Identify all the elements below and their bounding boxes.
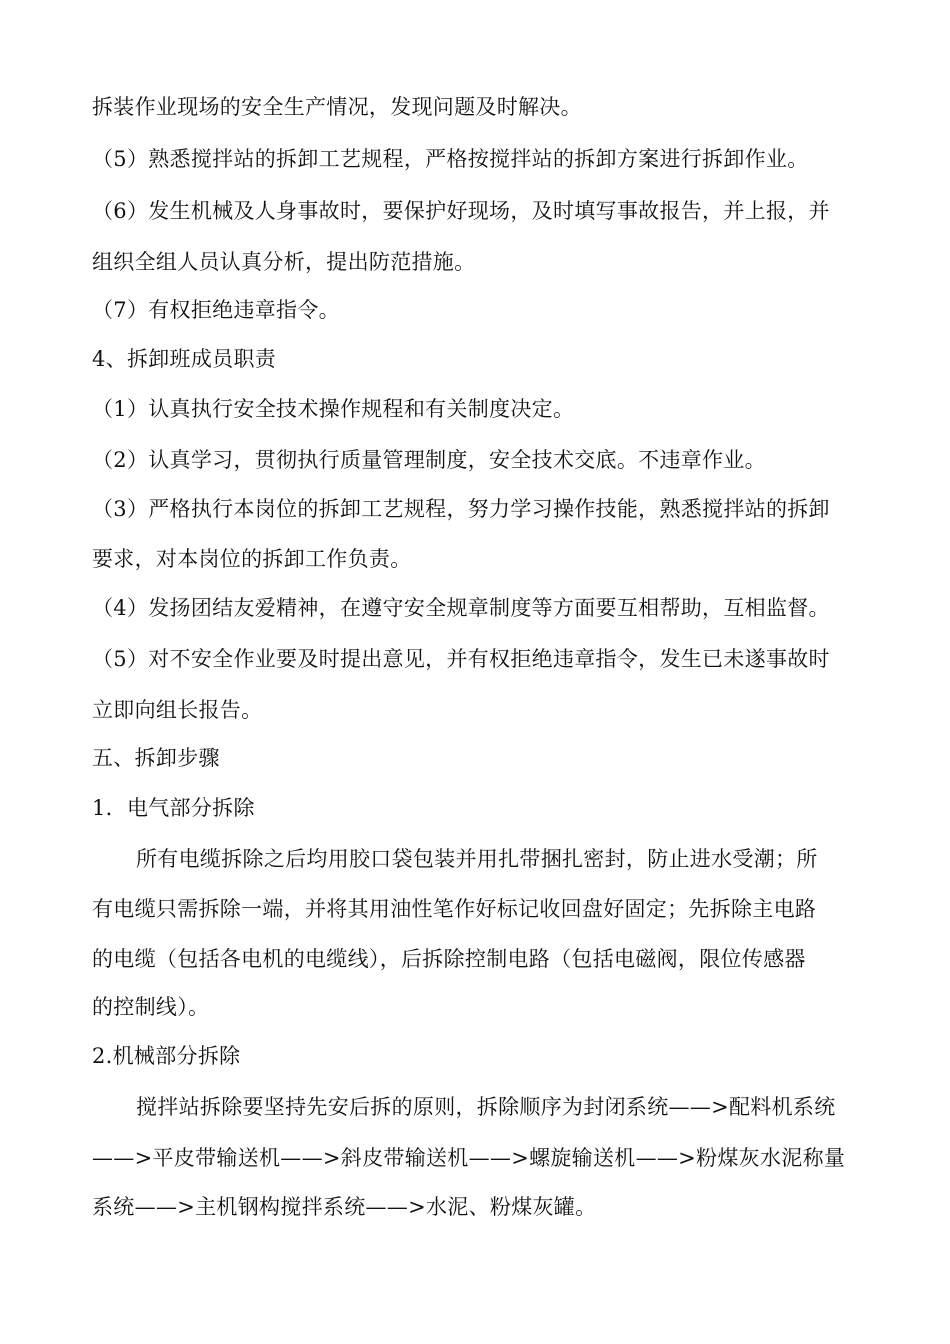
paragraph-line: （5）熟悉搅拌站的拆卸工艺规程，严格按搅拌站的拆卸方案进行拆卸作业。 <box>92 147 809 171</box>
paragraph-line: （4）发扬团结友爱精神，在遵守安全规章制度等方面要互相帮助，互相监督。 <box>92 596 830 620</box>
subsection-heading: 1．电气部分拆除 <box>92 796 255 820</box>
paragraph-line: 立即向组长报告。 <box>92 698 263 722</box>
paragraph-line: 搅拌站拆除要坚持先安后拆的原则，拆除顺序为封闭系统——>配料机系统 <box>136 1095 836 1119</box>
paragraph-line: 所有电缆拆除之后均用胶口袋包装并用扎带捆扎密封，防止进水受潮；所 <box>136 847 818 871</box>
paragraph-line: ——>平皮带输送机——>斜皮带输送机——>螺旋输送机——>粉煤灰水泥称量 <box>92 1146 846 1170</box>
paragraph-line: （1）认真执行安全技术操作规程和有关制度决定。 <box>92 397 575 421</box>
paragraph-line: （5）对不安全作业要及时提出意见，并有权拒绝违章指令，发生已未遂事故时 <box>92 647 830 671</box>
paragraph-line: （7）有权拒绝违章指令。 <box>92 298 340 322</box>
paragraph-line: （6）发生机械及人身事故时，要保护好现场，及时填写事故报告，并上报，并 <box>92 199 830 223</box>
paragraph-line: 系统——>主机钢构搅拌系统——>水泥、粉煤灰罐。 <box>92 1195 597 1219</box>
paragraph-line: （3）严格执行本岗位的拆卸工艺规程，努力学习操作技能，熟悉搅拌站的拆卸 <box>92 497 830 521</box>
subsection-heading: 2.机械部分拆除 <box>92 1044 241 1068</box>
section-heading: 4、拆卸班成员职责 <box>92 347 277 371</box>
section-heading: 五、拆卸步骤 <box>92 746 220 770</box>
paragraph-line: （2）认真学习，贯彻执行质量管理制度，安全技术交底。不违章作业。 <box>92 448 766 472</box>
paragraph-line: 的控制线）。 <box>92 995 210 1019</box>
paragraph-line: 有电缆只需拆除一端，并将其用油性笔作好标记收回盘好固定；先拆除主电路 <box>92 897 817 921</box>
paragraph-line: 要求，对本岗位的拆卸工作负责。 <box>92 547 412 571</box>
paragraph-line: 拆装作业现场的安全生产情况，发现问题及时解决。 <box>92 95 582 119</box>
paragraph-line: 组织全组人员认真分析，提出防范措施。 <box>92 250 476 274</box>
paragraph-line: 的电缆（包括各电机的电缆线），后拆除控制电路（包括电磁阀，限位传感器 <box>92 947 806 971</box>
